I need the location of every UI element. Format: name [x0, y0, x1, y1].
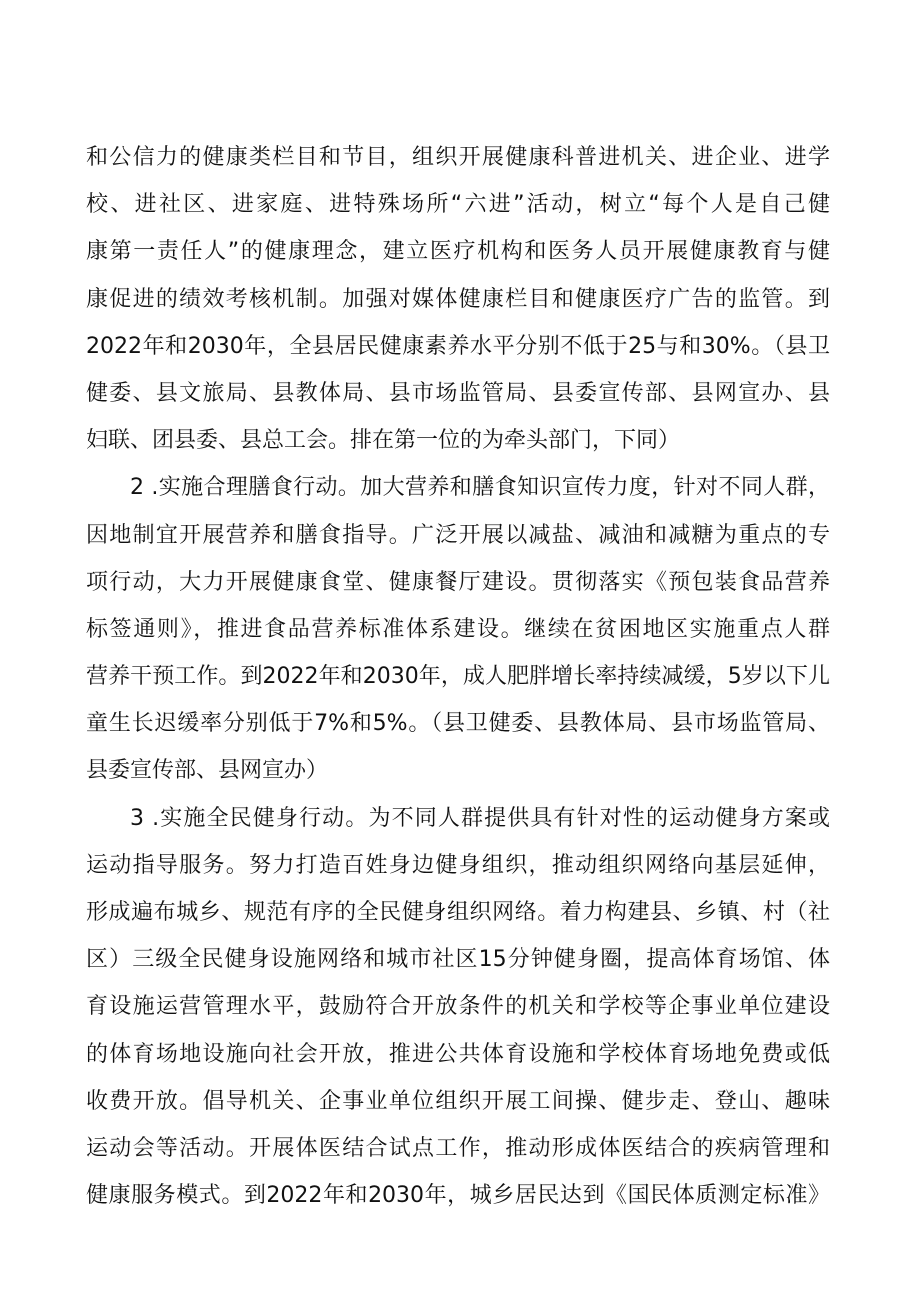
text-line: 童生长迟缓率分别低于7%和5%。（县卫健委、县教体局、县市场监管局、	[86, 711, 830, 737]
text-line: 县委宣传部、县网宣办）	[86, 758, 329, 784]
text-line: 因地制宜开展营养和膳食指导。广泛开展以减盐、减油和减糖为重点的专	[86, 522, 830, 548]
text-line: 康第一责任人”的健康理念，建立医疗机构和医务人员开展健康教育与健	[86, 239, 830, 265]
paragraph-health-education	[86, 134, 830, 464]
text-line: 校、进社区、进家庭、进特殊场所“六进”活动，树立“每个人是自己健	[86, 192, 830, 218]
text-line: 运动会等活动。开展体医结合试点工作，推动形成体医结合的疾病管理和	[86, 1135, 830, 1161]
text-line: 健委、县文旅局、县教体局、县市场监管局、县委宣传部、县网宣办、县	[86, 380, 830, 406]
text-line: 2022年和2030年，全县居民健康素养水平分别不低于25与和30%。（县卫	[86, 333, 830, 359]
text-line: 3 .实施全民健身行动。为不同人群提供具有针对性的运动健身方案或	[130, 805, 830, 831]
text-line: 康促进的绩效考核机制。加强对媒体健康栏目和健康医疗广告的监管。到	[86, 286, 830, 312]
text-line: 妇联、团县委、县总工会。排在第一位的为牵头部门，下同）	[86, 428, 681, 454]
text-line: 的体育场地设施向社会开放，推进公共体育设施和学校体育场地免费或低	[86, 1041, 830, 1067]
text-line: 健康服务模式。到2022年和2030年，城乡居民达到《国民体质测定标准》	[86, 1183, 830, 1209]
paragraph-reasonable-diet	[86, 464, 830, 794]
text-line: 运动指导服务。努力打造百姓身边健身组织，推动组织网络向基层延伸，	[86, 852, 830, 878]
text-line: 标签通则》，推进食品营养标准体系建设。继续在贫困地区实施重点人群	[86, 616, 830, 642]
text-line: 营养干预工作。到2022年和2030年，成人肥胖增长率持续减缓，5岁以下儿	[86, 664, 830, 690]
text-line: 2 .实施合理膳食行动。加大营养和膳食知识宣传力度，针对不同人群，	[130, 475, 830, 501]
text-line: 项行动，大力开展健康食堂、健康餐厅建设。贯彻落实《预包装食品营养	[86, 569, 830, 595]
text-line: 育设施运营管理水平，鼓励符合开放条件的机关和学校等企事业单位建设	[86, 994, 830, 1020]
text-line: 形成遍布城乡、规范有序的全民健身组织网络。着力构建县、乡镇、村（社	[86, 900, 830, 925]
document-body	[86, 134, 830, 1219]
text-line: 区）三级全民健身设施网络和城市社区15分钟健身圈，提高体育场馆、体	[86, 947, 830, 973]
text-line: 收费开放。倡导机关、企事业单位组织开展工间操、健步走、登山、趣味	[86, 1088, 830, 1114]
paragraph-national-fitness	[86, 795, 830, 1220]
text-line: 和公信力的健康类栏目和节目，组织开展健康科普进机关、进企业、进学	[86, 145, 830, 170]
